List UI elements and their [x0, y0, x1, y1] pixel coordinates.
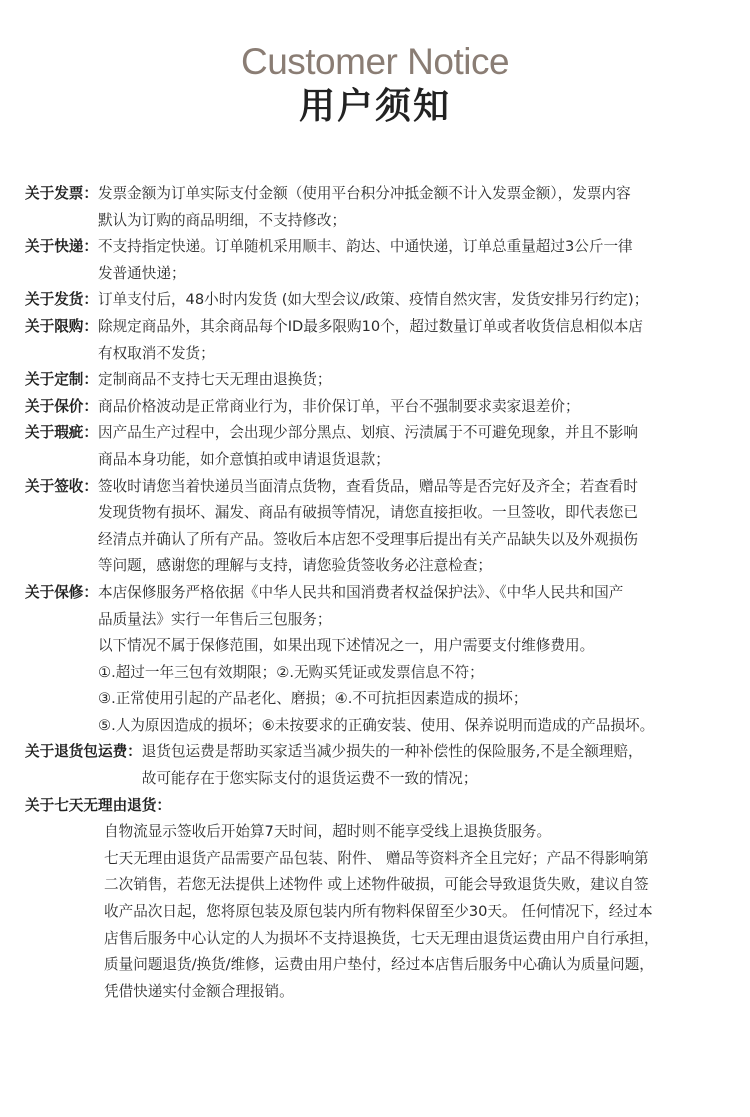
notice-section [25, 314, 737, 367]
section-line: 不支持指定快递。订单随机采用顺丰、韵达、中通快递，订单总重量超过3公斤一律 [97, 238, 633, 256]
section-body [142, 739, 737, 792]
section-label: 关于签收： [25, 477, 98, 495]
section-label: 关于瑕疵： [25, 424, 98, 442]
section-line: 本店保修服务严格依据《中华人民共和国消费者权益保护法》、《中华人民共和国产 [97, 583, 624, 601]
section-line: 收产品次日起，您将原包装及原包装内所有物料保留至少30天。 任何情况下，经过本 [104, 903, 653, 921]
section-body [98, 394, 737, 421]
section-line: 发票金额为订单实际支付金额（使用平台积分冲抵金额不计入发票金额），发票内容 [97, 185, 631, 202]
notice-section [25, 420, 737, 473]
section-body [98, 420, 737, 473]
notice-section [25, 394, 737, 421]
section-line: 品质量法》实行一年售后三包服务； [97, 610, 332, 628]
section-body [98, 314, 737, 367]
section-line: 签收时请您当着快递员当面清点货物，查看货品，赠品等是否完好及齐全；若查看时 [97, 477, 638, 495]
section-line: 商品本身功能，如介意慎拍或申请退货退款； [97, 450, 390, 468]
section-line: 商品价格波动是正常商业行为，非价保订单，平台不强制要求卖家退差价； [97, 397, 580, 415]
section-label: 关于定制： [25, 371, 98, 389]
title-english: Customer Notice [240, 41, 510, 82]
section-line: 经清点并确认了所有产品。签收后本店恕不受理事后提出有关产品缺失以及外观损伤 [97, 530, 638, 548]
section-label: 关于退货包运费： [25, 743, 142, 761]
section-line: 默认为订购的商品明细，不支持修改； [97, 211, 347, 229]
notice-section [25, 580, 737, 740]
section-label: 关于保修： [25, 583, 98, 601]
section-line: 二次销售，若您无法提供上述物件 或上述物件破损，可能会导致退货失败，建议自签 [104, 876, 649, 894]
notice-section [25, 234, 737, 287]
section-body [98, 234, 737, 287]
notice-section [25, 793, 737, 1006]
section-label: 关于发票： [25, 185, 98, 202]
section-line: 定制商品不支持七天无理由退换货； [97, 371, 332, 389]
section-label: 关于发货： [25, 291, 98, 309]
notice-section [25, 181, 737, 234]
section-line: ①.超过一年三包有效期限；②.无购买凭证或发票信息不符； [97, 663, 484, 681]
section-label: 关于保价： [25, 397, 98, 415]
section-label: 关于七天无理由退货： [25, 796, 171, 814]
section-line: 有权取消不发货； [97, 344, 215, 362]
section-line: 凭借快递实付金额合理报销。 [104, 982, 294, 1000]
section-body [98, 580, 737, 740]
section-line: 七天无理由退货产品需要产品包装、附件、 赠品等资料齐全且完好；产品不得影响第 [104, 849, 649, 867]
title-chinese: 用户须知 [298, 86, 451, 127]
section-line: 发普通快递； [97, 264, 186, 282]
notice-section [25, 367, 737, 394]
section-line: 质量问题退货/换货/维修，运费由用户垫付，经过本店售后服务中心确认为质量问题， [104, 956, 654, 974]
section-label: 关于快递： [25, 238, 98, 256]
section-body [25, 819, 737, 1005]
section-body [98, 474, 737, 580]
section-line: 店售后服务中心认定的人为损坏不支持退换货，七天无理由退货运费由用户自行承担， [104, 929, 659, 947]
section-line: 故可能存在于您实际支付的退货运费不一致的情况； [141, 770, 478, 788]
section-label: 关于限购： [25, 317, 98, 335]
section-line: 退货包运费是帮助买家适当减少损失的一种补偿性的保险服务,不是全额理赔， [141, 743, 643, 761]
section-body [98, 287, 737, 314]
section-line: 因产品生产过程中，会出现少部分黑点、划痕、污渍属于不可避免现象，并且不影响 [97, 424, 638, 442]
section-line: 除规定商品外，其余商品每个ID最多限购10个，超过数量订单或者收货信息相似本店 [97, 317, 643, 335]
section-line: 等问题，感谢您的理解与支持，请您验货签收务必注意检查； [97, 557, 493, 575]
section-line: 订单支付后，48小时内发货 (如大型会议/政策、疫情自然灾害，发货安排另行约定)； [97, 291, 649, 309]
section-line: 自物流显示签收后开始算7天时间，超时则不能享受线上退换货服务。 [104, 823, 552, 841]
section-line: ⑤.人为原因造成的损坏；⑥未按要求的正确安装、使用、保养说明而造成的产品损坏。 [97, 716, 655, 734]
notice-section [25, 287, 737, 314]
section-line: ③.正常使用引起的产品老化、磨损；④.不可抗拒因素造成的损坏； [97, 690, 528, 708]
section-body [98, 181, 737, 234]
notice-section [25, 474, 737, 580]
notice-section [25, 739, 737, 792]
section-line: 发现货物有损坏、漏发、商品有破损等情况，请您直接拒收。一旦签收，即代表您已 [97, 504, 638, 522]
section-line: 以下情况不属于保修范围，如果出现下述情况之一，用户需要支付维修费用。 [97, 637, 595, 655]
section-body [98, 367, 737, 394]
notice-content [25, 181, 737, 1005]
